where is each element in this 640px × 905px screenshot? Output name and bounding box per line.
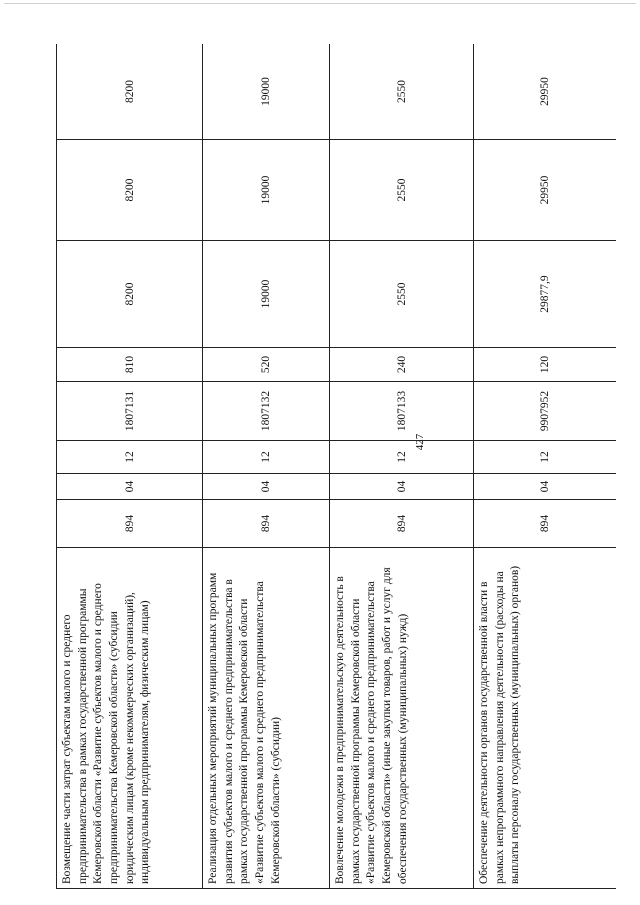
subsection-code: 12 (330, 441, 474, 474)
expense-type-code: 520 (203, 348, 330, 382)
amount-year-2: 29950 (474, 140, 617, 241)
amount-year-3: 29950 (474, 44, 617, 140)
section-code: 04 (330, 474, 474, 500)
section-code: 04 (57, 474, 203, 500)
amount-year-2: 2550 (330, 140, 474, 241)
expense-type-code: 240 (330, 348, 474, 382)
target-article-code: 1807131 (57, 382, 203, 441)
grbs-code: 894 (57, 500, 203, 548)
table-row (474, 44, 617, 889)
grbs-code: 894 (474, 500, 617, 548)
amount-year-2: 19000 (203, 140, 330, 241)
row-description: Возмещение части затрат субъектам малого и среднего предпринимательства в рамках государственной программы Кемеровской области «Развитие субъектов малого и среднего предпринимательства Кемеровской области» (субсидии юридическим лицам (кроме некоммерческих организаций), индивидуальным предпринимателям, физическим лицам) (57, 548, 203, 889)
amount-year-3: 2550 (330, 44, 474, 140)
target-article-code: 9907952 (474, 382, 617, 441)
scan-edge-line (4, 3, 636, 4)
amount-year-2: 8200 (57, 140, 203, 241)
grbs-code: 894 (203, 500, 330, 548)
section-code: 04 (474, 474, 617, 500)
budget-table (56, 44, 616, 889)
row-description: Обеспечение деятельности органов государственной власти в рамках непрограммного направления деятельности (расходы на выплаты персоналу государственных (муниципальных) органов) (474, 548, 617, 889)
table-row (57, 44, 203, 889)
subsection-code: 12 (203, 441, 330, 474)
amount-year-1: 29877,9 (474, 241, 617, 348)
rotated-table-container (56, 44, 616, 889)
grbs-code: 894 (330, 500, 474, 548)
amount-year-1: 8200 (57, 241, 203, 348)
subsection-code: 12 (57, 441, 203, 474)
amount-year-1: 19000 (203, 241, 330, 348)
page-number: 427 (414, 433, 426, 451)
amount-year-3: 8200 (57, 44, 203, 140)
table-row (330, 44, 474, 889)
row-description: Вовлечение молодежи в предпринимательскую деятельность в рамках государственной программы Кемеровской области «Развитие субъектов малого и среднего предпринимательства Кемеровской области» (иные закупки товаров, работ и услуг для обеспечения государственных (муниципальных) нужд) (330, 548, 474, 889)
table-row (203, 44, 330, 889)
target-article-code: 1807132 (203, 382, 330, 441)
section-code: 04 (203, 474, 330, 500)
row-description: Реализация отдельных мероприятий муниципальных программ развития субъектов малого и среднего предпринимательства в рамках государственной программы Кемеровской области «Развитие субъектов малого и среднего предпринимательства Кемеровской области» (субсидии) (203, 548, 330, 889)
amount-year-3: 19000 (203, 44, 330, 140)
expense-type-code: 120 (474, 348, 617, 382)
expense-type-code: 810 (57, 348, 203, 382)
amount-year-1: 2550 (330, 241, 474, 348)
subsection-code: 12 (474, 441, 617, 474)
target-article-code: 1807133 (330, 382, 474, 441)
